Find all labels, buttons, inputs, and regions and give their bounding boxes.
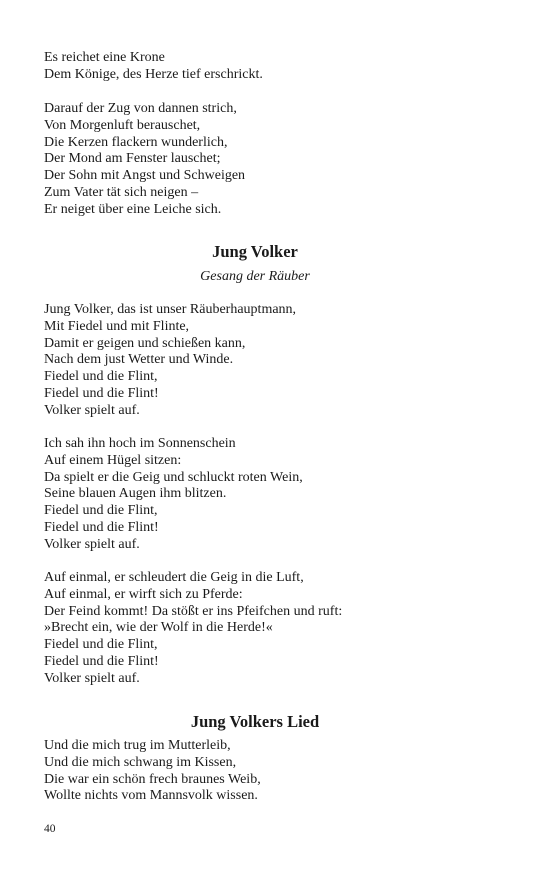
verse-line: Der Mond am Fenster lauschet; (44, 151, 221, 167)
verse-line: Fiedel und die Flint! (44, 653, 159, 669)
verse-line: Er neiget über eine Leiche sich. (44, 201, 222, 217)
verse-line: Volker spielt auf. (44, 670, 140, 686)
poem1-stanza-1 (44, 302, 484, 420)
verse-line: Jung Volker, das ist unser Räuberhauptmann, (44, 302, 297, 317)
verse-line: Damit er geigen und schießen kann, (44, 335, 246, 351)
verse-line: Nach dem just Wetter und Winde. (44, 352, 234, 368)
verse-line: Es reichet eine Krone (44, 50, 165, 65)
verse-line: »Brecht ein, wie der Wolf in die Herde!« (44, 620, 273, 636)
verse-line: Und die mich schwang im Kissen, (44, 754, 237, 770)
verse-line: Auf einmal, er schleudert die Geig in die Luft, (44, 570, 304, 585)
verse-line: Zum Vater tät sich neigen – (44, 184, 199, 200)
verse-line: Volker spielt auf. (44, 402, 140, 418)
poem-title: Jung Volker (212, 242, 298, 261)
verse-line: Fiedel und die Flint! (44, 385, 159, 401)
poem-subtitle: Gesang der Räuber (200, 269, 310, 284)
verse-line: Darauf der Zug von dannen strich, (44, 101, 237, 116)
stanza-top-2 (44, 101, 484, 219)
verse-line: Volker spielt auf. (44, 536, 140, 552)
stanza-top-1 (44, 50, 484, 84)
poem1-stanza-2 (44, 436, 484, 554)
verse-line: Fiedel und die Flint! (44, 519, 159, 535)
poem2-stanza-1 (44, 738, 484, 805)
verse-line: Von Morgenluft berauschet, (44, 117, 201, 133)
poem-title: Jung Volkers Lied (190, 712, 320, 731)
verse-line: Ich sah ihn hoch im Sonnenschein (44, 436, 236, 451)
verse-line: Auf einem Hügel sitzen: (44, 452, 182, 468)
page-number: 40 (44, 823, 56, 835)
verse-line: Wollte nichts vom Mannsvolk wissen. (44, 788, 258, 804)
verse-line: Fiedel und die Flint, (44, 637, 158, 653)
poem1-stanza-3 (44, 570, 484, 688)
verse-line: Fiedel und die Flint, (44, 503, 158, 519)
verse-line: Auf einmal, er wirft sich zu Pferde: (44, 586, 243, 602)
verse-line: Seine blauen Augen ihm blitzen. (44, 486, 227, 502)
verse-line: Da spielt er die Geig und schluckt roten Wein, (44, 469, 303, 485)
verse-line: Der Feind kommt! Da stößt er ins Pfeifchen und ruft: (44, 603, 343, 619)
verse-line: Dem Könige, des Herze tief erschrickt. (44, 66, 263, 82)
verse-line: Der Sohn mit Angst und Schweigen (44, 168, 246, 184)
verse-line: Mit Fiedel und mit Flinte, (44, 318, 190, 334)
verse-line: Und die mich trug im Mutterleib, (44, 738, 231, 753)
verse-line: Die war ein schön frech braunes Weib, (44, 771, 261, 787)
verse-line: Fiedel und die Flint, (44, 369, 158, 385)
verse-line: Die Kerzen flackern wunderlich, (44, 134, 228, 150)
